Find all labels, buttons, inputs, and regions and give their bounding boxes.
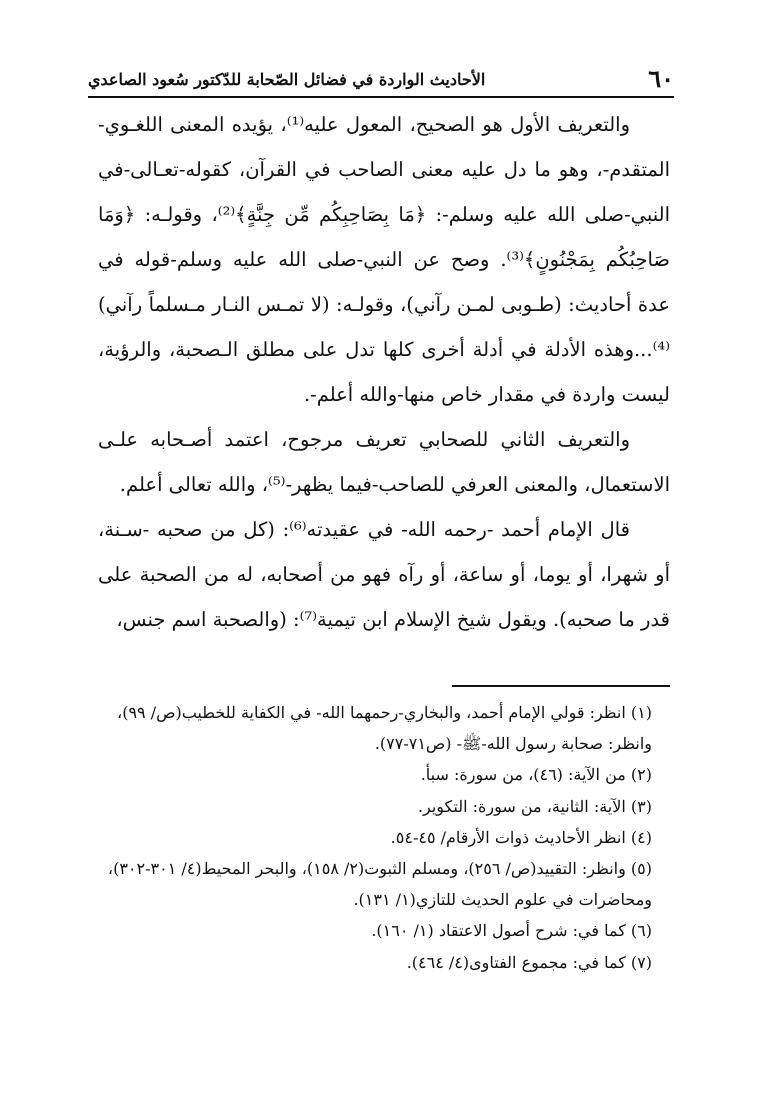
footnote-separator — [452, 685, 670, 687]
page-header — [88, 62, 674, 98]
footnote-item: (٤) انظر الأحاديث ذوات الأرقام/ ٤٥-٥٤. — [390, 827, 652, 847]
page-number: ٦٠ — [648, 64, 674, 93]
footnotes — [96, 697, 652, 978]
footnote-item: (١) انظر: قولي الإمام أحمد، والبخاري-رحمهما الله- في الكفاية للخطيب(ص/ ٩٩)، وانظر: صحابة رسول الله-ﷺ- (ص٧١-٧٧). — [117, 703, 652, 754]
running-title: الأحاديث الواردة في فضائل الصّحابة للدّكتور سُعود الصاعدي — [88, 70, 486, 89]
footnote-item: (٧) كما في: مجموع الفتاوى(٤/ ٤٦٤). — [406, 952, 652, 972]
paragraph: قال الإمام أحمد -رحمه الله- في عقيدته⁽⁶⁾: (كل من صحبه -سـنة، أو شهرا، أو يوما، أو ساعة، أو رآه فهو من أصحابه، له من الصحبة على قدر ما صحبه). ويقول شيخ الإسلام ابن تيمية⁽⁷⁾: (والصحبة اسم جنس، — [98, 518, 670, 631]
footnote-item: (٥) وانظر: التقييد(ص/ ٢٥٦)، ومسلم الثبوت(٢/ ١٥٨)، والبحر المحيط(٤/ ٣٠١-٣٠٢)، ومحاضرات في علوم الحديث للتازي(١/ ١٣١). — [107, 859, 652, 910]
main-text — [98, 102, 670, 642]
paragraph: والتعريف الأول هو الصحيح، المعول عليه⁽¹⁾، يؤيده المعنى اللغـوي- المتقدم-، وهو ما دل عليه معنى الصاحب في القرآن، كقوله-تعـالى-في النبي-صلى الله عليه وسلم-: ﴿مَا بِصَاحِبِكُم مِّن جِنَّةٍ﴾⁽²⁾، وقولـه: ﴿وَمَا صَاحِبُكُم بِمَجْنُونٍ﴾⁽³⁾. وصح عن النبي-صلى الله عليه وسلم-قوله في عدة أحاديث: (طـوبى لمـن رآني)، وقولـه: (لا تمـس النـار مـسلماً رآني)⁽⁴⁾...وهذه الأدلة في أدلة أخرى كلها تدل على مطلق الـصحبة، والرؤية، ليست واردة في مقدار خاص منها-والله أعلم-. — [98, 113, 670, 406]
footnote-item: (٢) من الآية: (٤٦)، من سورة: سبأ. — [420, 765, 652, 785]
footnote-item: (٦) كما في: شرح أصول الاعتقاد (١/ ١٦٠). — [371, 921, 652, 941]
paragraph: والتعريف الثاني للصحابي تعريف مرجوح، اعتمد أصـحابه علـى الاستعمال، والمعنى العرفي للصاحب-فيما يظهر-⁽⁵⁾، والله تعالى أعلم. — [98, 428, 670, 496]
footnote-item: (٣) الآية: الثانية، من سورة: التكوير. — [417, 796, 652, 816]
